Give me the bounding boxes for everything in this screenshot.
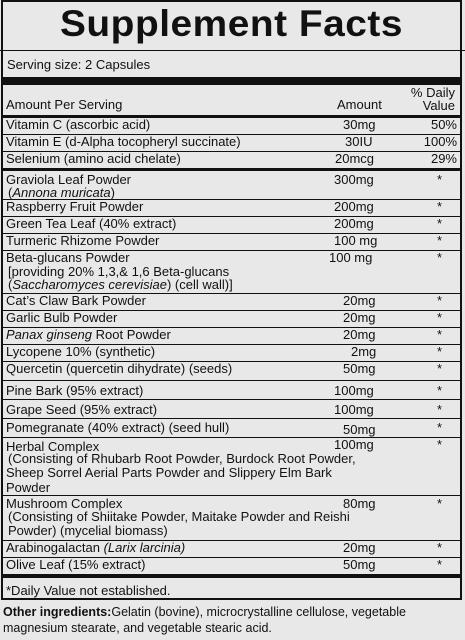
row-amount: 20mg — [343, 540, 376, 555]
table-row — [3, 362, 460, 381]
table-row — [3, 251, 460, 294]
daily-value-footnote: *Daily Value not established. — [6, 583, 171, 598]
row-amount: 20mg — [343, 293, 376, 308]
row-name: Green Tea Leaf (40% extract) — [6, 216, 177, 231]
table-row — [3, 496, 460, 541]
row-name: Quercetin (quercetin dihydrate) (seeds) — [6, 361, 233, 376]
row-amount: 100mg — [334, 383, 374, 398]
latin-name: Saccharomyces cerevisiae — [12, 277, 167, 292]
table-row — [3, 438, 460, 496]
table-row — [3, 558, 460, 574]
row-daily-value: 50% — [430, 117, 457, 132]
latin-name: Panax ginseng — [6, 327, 93, 342]
row-name: Panax ginseng Root Powder — [6, 327, 171, 342]
row-daily-value: * — [436, 361, 442, 376]
row-subtext: Powder) (mycelial biomass) — [8, 523, 168, 538]
row-daily-value: * — [436, 293, 442, 308]
table-row — [3, 328, 460, 345]
row-daily-value: * — [436, 216, 442, 231]
row-name: Graviola Leaf Powder — [6, 172, 132, 187]
daily-value-header-line1: % Daily — [410, 85, 455, 100]
row-name: Lycopene 10% (synthetic) — [6, 344, 156, 359]
panel-title: Supplement Facts — [0, 2, 465, 51]
row-name: Selenium (amino acid chelate) — [6, 151, 181, 166]
row-daily-value: 29% — [430, 151, 457, 166]
row-amount: 50mg — [343, 557, 376, 572]
row-daily-value: * — [436, 420, 442, 435]
table-row — [3, 541, 460, 558]
row-name: Vitamin C (ascorbic acid) — [6, 117, 151, 132]
row-daily-value: * — [436, 557, 442, 572]
row-name: Beta-glucans Powder — [6, 250, 130, 265]
table-row — [3, 118, 460, 135]
row-amount: 100 mg — [334, 233, 378, 248]
row-amount: 50mg — [343, 361, 376, 376]
other-ingredients — [3, 604, 463, 636]
row-name: Mushroom Complex — [6, 496, 123, 511]
table-row — [3, 234, 460, 251]
row-amount: 200mg — [334, 216, 374, 231]
row-amount: 300mg — [334, 172, 374, 187]
row-amount: 80mg — [343, 496, 376, 511]
row-daily-value: * — [436, 383, 442, 398]
row-amount: 20mcg — [335, 151, 375, 166]
row-name: Herbal Complex — [6, 439, 100, 454]
table-row — [3, 311, 460, 328]
row-subtext: Powder — [6, 480, 51, 495]
row-amount: 30IU — [345, 134, 373, 149]
row-daily-value: * — [436, 250, 442, 265]
row-name: Vitamin E (d-Alpha tocopheryl succinate) — [6, 134, 241, 149]
other-ingredients-label: Other ingredients: — [3, 605, 112, 619]
row-amount: 100 mg — [329, 250, 373, 265]
table-row — [3, 345, 460, 362]
table-row — [3, 135, 460, 152]
row-daily-value: * — [436, 496, 442, 511]
row-name: Grape Seed (95% extract) — [6, 402, 158, 417]
table-row — [3, 419, 460, 438]
serving-size: Serving size: 2 Capsules — [7, 57, 151, 72]
row-amount: 20mg — [343, 327, 376, 342]
row-subtext: (Annona muricata) — [8, 185, 115, 200]
row-name: Cat’s Claw Bark Powder — [6, 293, 146, 308]
row-daily-value: * — [436, 327, 442, 342]
row-subtext: (Consisting of Rhubarb Root Powder, Burdock Root Powder, — [8, 451, 356, 466]
row-name: Garlic Bulb Powder — [6, 310, 118, 325]
row-name: Raspberry Fruit Powder — [6, 199, 144, 214]
row-subtext: (Saccharomyces cerevisiae) (cell wall)] — [8, 277, 233, 292]
row-daily-value: * — [436, 233, 442, 248]
table-row — [3, 381, 460, 400]
row-daily-value: * — [436, 344, 442, 359]
nutrient-table — [3, 118, 460, 574]
row-amount: 100mg — [334, 437, 374, 452]
row-daily-value: * — [436, 437, 442, 452]
row-amount: 20mg — [343, 310, 376, 325]
table-row — [3, 217, 460, 234]
table-row — [3, 294, 460, 311]
row-name: Pomegranate (40% extract) (seed hull) — [6, 420, 230, 435]
row-amount: 100mg — [334, 402, 374, 417]
row-name: Turmeric Rhizome Powder — [6, 233, 160, 248]
table-row — [3, 152, 460, 171]
row-daily-value: 100% — [423, 134, 457, 149]
row-name: Olive Leaf (15% extract) — [6, 557, 146, 572]
amount-header: Amount — [337, 97, 382, 112]
latin-name: Annona muricata — [12, 185, 111, 200]
amount-per-serving-header: Amount Per Serving — [6, 97, 123, 112]
row-daily-value: * — [436, 310, 442, 325]
table-row — [3, 400, 460, 419]
row-subtext: (Consisting of Shiitake Powder, Maitake Powder and Reishi — [8, 509, 350, 524]
row-subtext: Sheep Sorrel Aerial Parts Powder and Slippery Elm Bark — [6, 465, 332, 480]
supplement-facts-panel — [1, 0, 462, 600]
column-header — [3, 77, 460, 118]
row-daily-value: * — [436, 402, 442, 417]
latin-name: (Larix larcinia) — [103, 540, 186, 555]
row-name: Arabinogalactan (Larix larcinia) — [6, 540, 186, 555]
row-daily-value: * — [436, 540, 442, 555]
table-row — [3, 200, 460, 217]
row-amount: 200mg — [334, 199, 374, 214]
row-amount: 50mg — [343, 422, 376, 437]
row-amount: 2mg — [351, 344, 377, 359]
row-name: Pine Bark (95% extract) — [6, 383, 144, 398]
other-ingredients-text: Gelatin (bovine), microcrystalline cellulose, vegetable magnesium stearate, and vegetable stearic acid. — [3, 605, 406, 635]
row-daily-value: * — [436, 172, 442, 187]
daily-value-header-line2: Value — [422, 98, 455, 113]
row-subtext: [providing 20% 1,3,& 1,6 Beta-glucans — [8, 264, 230, 279]
row-amount: 30mg — [343, 117, 376, 132]
row-daily-value: * — [436, 199, 442, 214]
table-row — [3, 171, 460, 200]
